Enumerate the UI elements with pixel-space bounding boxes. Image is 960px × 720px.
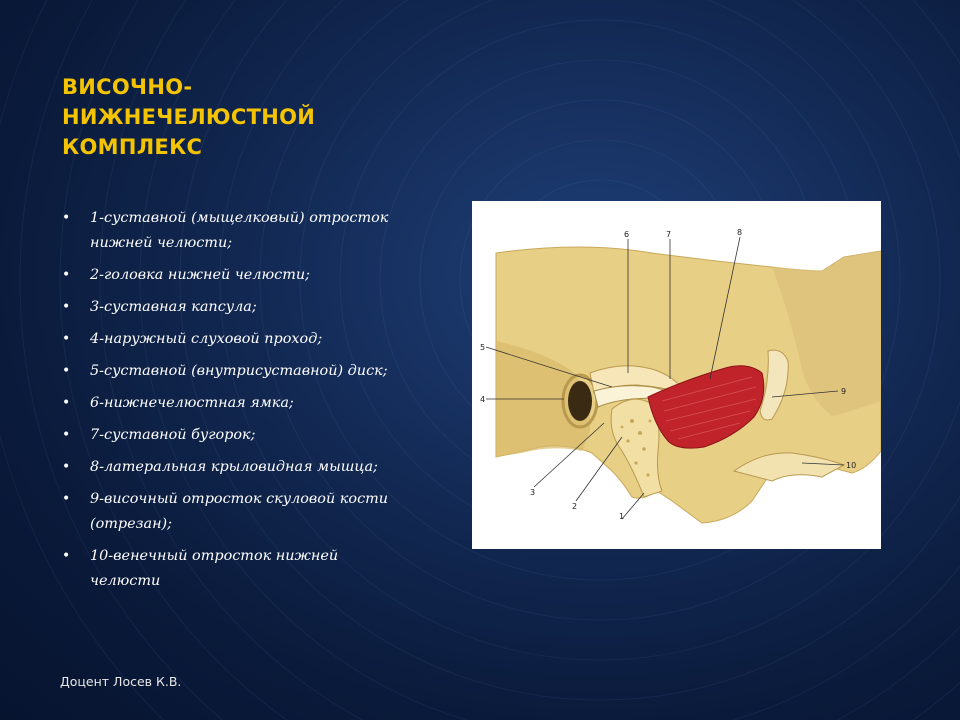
figure-label-10: 10 (846, 461, 857, 470)
author-footer: Доцент Лосев К.В. (60, 674, 182, 689)
bullet-icon: • (62, 299, 71, 315)
bullet-icon: • (62, 363, 71, 379)
slide-title-line: КОМПЛЕКС (62, 135, 203, 159)
list-item-text: 7-суставной бугорок; (90, 427, 256, 443)
list-item (62, 263, 407, 288)
list-item-text: 4-наружный слуховой проход; (90, 331, 323, 347)
bullet-icon: • (62, 331, 71, 347)
slide-title-line: ВИСОЧНО- (62, 75, 193, 99)
figure-label-6: 6 (624, 230, 630, 239)
list-item-text: 6-нижнечелюстная ямка; (90, 395, 294, 411)
figure-label-8: 8 (737, 228, 743, 237)
bullet-icon: • (62, 491, 71, 507)
list-item (62, 327, 407, 352)
slide-title (62, 72, 402, 162)
list-item (62, 206, 407, 256)
figure-label-2: 2 (572, 502, 578, 511)
figure-label-7: 7 (666, 230, 672, 239)
figure-label-3: 3 (530, 488, 536, 497)
list-item (62, 423, 407, 448)
slide-title-line: НИЖНЕЧЕЛЮСТНОЙ (62, 105, 316, 129)
bullet-icon: • (62, 427, 71, 443)
anatomy-legend-list (62, 206, 407, 601)
bullet-icon: • (62, 267, 71, 283)
figure-label-5: 5 (480, 343, 486, 352)
list-item (62, 359, 407, 384)
bullet-icon: • (62, 210, 71, 226)
ear-canal-shape (568, 381, 592, 421)
figure-label-9: 9 (841, 387, 847, 396)
list-item-text: 10-венечный отросток нижней челюсти (90, 548, 339, 589)
tmj-anatomy-figure (472, 201, 881, 549)
bullet-icon: • (62, 459, 71, 475)
bullet-icon: • (62, 395, 71, 411)
list-item (62, 295, 407, 320)
figure-label-1: 1 (619, 512, 625, 521)
list-item-text: 3-суставная капсула; (90, 299, 257, 315)
list-item (62, 455, 407, 480)
list-item-text: 1-суставной (мыщелковый) отросток нижней челюсти; (90, 210, 389, 251)
list-item-text: 8-латеральная крыловидная мышца; (90, 459, 378, 475)
list-item (62, 487, 407, 537)
list-item-text: 9-височный отросток скуловой кости (отрезан); (90, 491, 389, 532)
list-item (62, 391, 407, 416)
list-item-text: 5-суставной (внутрисуставной) диск; (90, 363, 388, 379)
figure-label-4: 4 (480, 395, 486, 404)
list-item-text: 2-головка нижней челюсти; (90, 267, 310, 283)
bullet-icon: • (62, 548, 71, 564)
tmj-anatomy-illustration (472, 201, 881, 549)
list-item (62, 544, 407, 594)
